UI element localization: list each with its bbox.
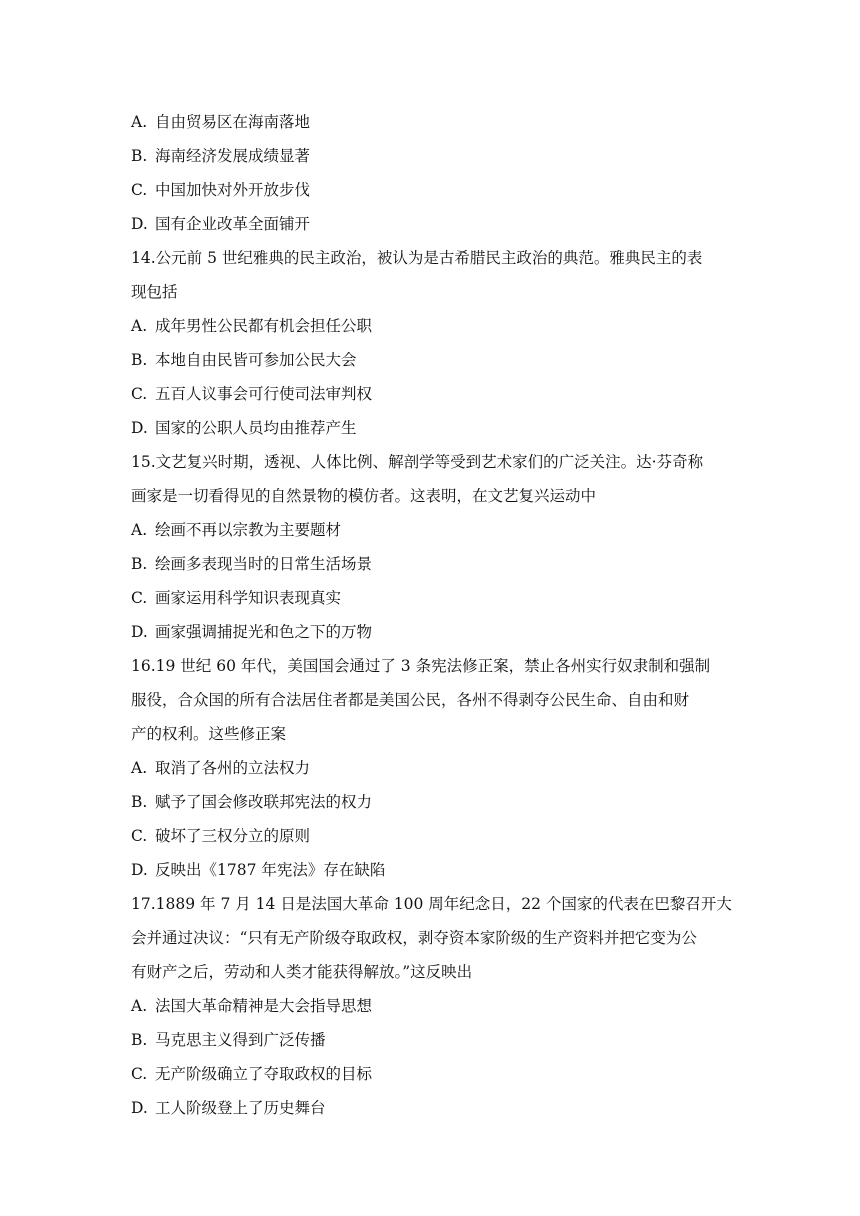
option-letter: D.: [131, 215, 148, 233]
option-text: 画家运用科学知识表现真实: [155, 589, 342, 607]
q16-option-b: [131, 792, 731, 812]
option-text: 无产阶级确立了夺取政权的目标: [155, 1065, 373, 1083]
q17-option-a: [131, 996, 731, 1016]
option-text: 绘画多表现当时的日常生活场景: [155, 555, 373, 573]
q14-option-a: [131, 316, 731, 336]
q16-stem-line: 产的权利。这些修正案: [131, 725, 287, 743]
option-letter: C.: [131, 589, 148, 607]
option-letter: D.: [131, 1099, 148, 1117]
q16-option-d: [131, 860, 731, 880]
option-text: 本地自由民皆可参加公民大会: [155, 351, 357, 369]
q17-option-c: [131, 1064, 731, 1084]
q16-stem-line: 16.19 世纪 60 年代，美国国会通过了 3 条宪法修正案，禁止各州实行奴隶制和强制: [131, 657, 711, 675]
option-letter: B.: [131, 793, 148, 811]
option-text: 法国大革命精神是大会指导思想: [155, 997, 373, 1015]
option-letter: B.: [131, 1031, 148, 1049]
q15-option-b: [131, 554, 731, 574]
option-letter: C.: [131, 181, 148, 199]
option-letter: B.: [131, 147, 148, 165]
option-letter: A.: [131, 997, 148, 1015]
q16-option-a: [131, 758, 731, 778]
q13-option-c: [131, 180, 731, 200]
q17-stem-line: 17.1889 年 7 月 14 日是法国大革命 100 周年纪念日，22 个国家的代表在巴黎召开大: [131, 895, 732, 913]
q17-option-d: [131, 1098, 731, 1118]
option-letter: D.: [131, 419, 148, 437]
q15-stem-line: 15.文艺复兴时期，透视、人体比例、解剖学等受到艺术家们的广泛关注。达·芬奇称: [131, 453, 704, 471]
option-letter: C.: [131, 1065, 148, 1083]
q17-stem-line: 有财产之后，劳动和人类才能获得解放。”这反映出: [131, 963, 473, 981]
q15-stem-line: 画家是一切看得见的自然景物的模仿者。这表明，在文艺复兴运动中: [131, 487, 597, 505]
option-text: 五百人议事会可行使司法审判权: [155, 385, 373, 403]
option-text: 国家的公职人员均由推荐产生: [155, 419, 357, 437]
q13-option-a: [131, 112, 731, 132]
q17-option-b: [131, 1030, 731, 1050]
option-text: 反映出《1787 年宪法》存在缺陷: [155, 861, 386, 879]
option-text: 海南经济发展成绩显著: [155, 147, 311, 165]
q14-option-d: [131, 418, 731, 438]
option-text: 马克思主义得到广泛传播: [155, 1031, 326, 1049]
option-text: 赋予了国会修改联邦宪法的权力: [155, 793, 373, 811]
q17-stem-line: 会并通过决议：“只有无产阶级夺取政权，剥夺资本家阶级的生产资料并把它变为公: [131, 929, 697, 947]
option-text: 破坏了三权分立的原则: [155, 827, 311, 845]
option-text: 成年男性公民都有机会担任公职: [155, 317, 373, 335]
q14-stem-line: 现包括: [131, 283, 178, 301]
option-letter: A.: [131, 521, 148, 539]
option-letter: D.: [131, 623, 148, 641]
option-text: 国有企业改革全面铺开: [155, 215, 311, 233]
option-letter: C.: [131, 827, 148, 845]
option-text: 工人阶级登上了历史舞台: [155, 1099, 326, 1117]
option-text: 取消了各州的立法权力: [155, 759, 311, 777]
option-letter: C.: [131, 385, 148, 403]
q14-option-c: [131, 384, 731, 404]
option-letter: D.: [131, 861, 148, 879]
option-letter: B.: [131, 555, 148, 573]
option-letter: A.: [131, 317, 148, 335]
option-letter: A.: [131, 759, 148, 777]
q16-option-c: [131, 826, 731, 846]
q14-option-b: [131, 350, 731, 370]
q13-option-d: [131, 214, 731, 234]
q13-option-b: [131, 146, 731, 166]
q14-stem-line: 14.公元前 5 世纪雅典的民主政治，被认为是古希腊民主政治的典范。雅典民主的表: [131, 249, 703, 267]
option-letter: A.: [131, 113, 148, 131]
option-text: 自由贸易区在海南落地: [155, 113, 311, 131]
option-letter: B.: [131, 351, 148, 369]
q15-option-c: [131, 588, 731, 608]
q15-option-a: [131, 520, 731, 540]
q16-stem-line: 服役，合众国的所有合法居住者都是美国公民，各州不得剥夺公民生命、自由和财: [131, 691, 690, 709]
option-text: 绘画不再以宗教为主要题材: [155, 521, 342, 539]
q15-option-d: [131, 622, 731, 642]
option-text: 画家强调捕捉光和色之下的万物: [155, 623, 373, 641]
option-text: 中国加快对外开放步伐: [155, 181, 311, 199]
